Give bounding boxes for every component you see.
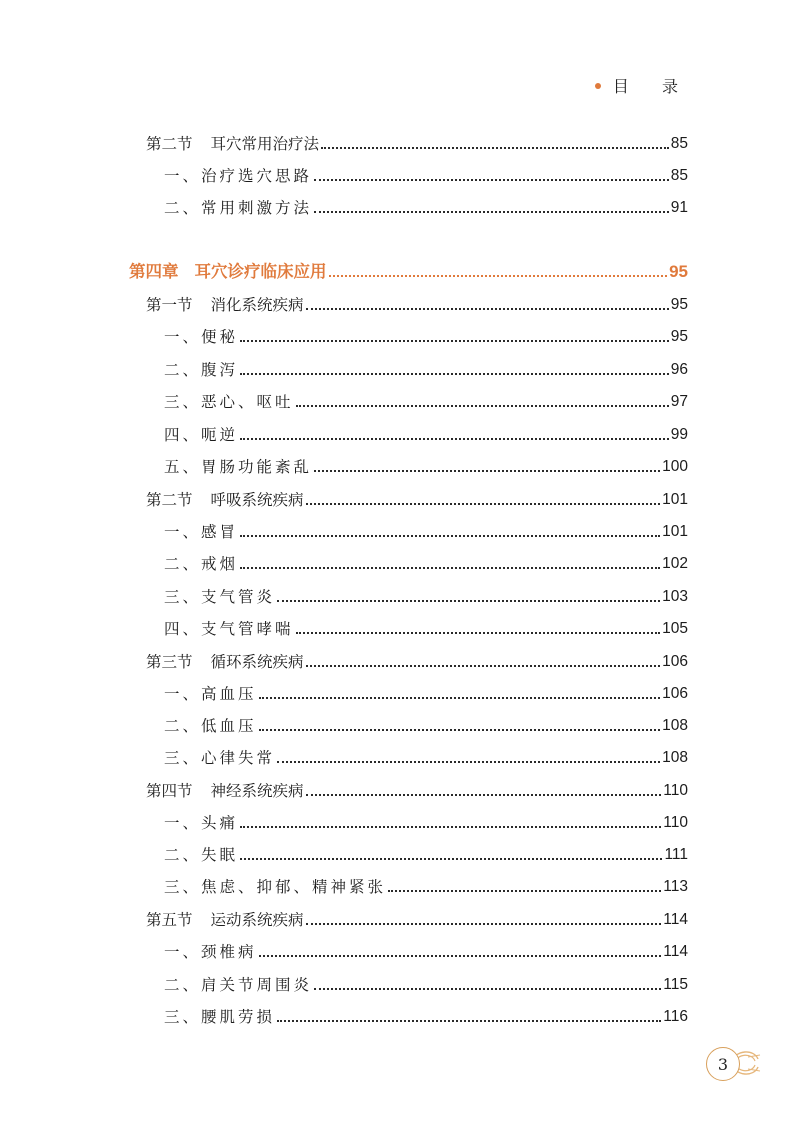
entry-label — [146, 490, 304, 510]
entry-label: 二、肩关节周围炎 — [164, 976, 313, 994]
toc-subentry[interactable] — [164, 938, 688, 962]
entry-label: 一、头痛 — [164, 814, 239, 832]
toc-subentry[interactable] — [164, 680, 688, 704]
dot-leader — [277, 1020, 661, 1022]
toc-subentry[interactable] — [164, 873, 688, 897]
entry-page-number: 85 — [670, 167, 688, 184]
toc-subentry[interactable] — [164, 744, 688, 768]
entry-number: 第四章 — [129, 262, 179, 281]
entry-page-number: 95 — [669, 262, 688, 281]
entry-title: 耳穴常用治疗法 — [210, 135, 320, 153]
dot-leader — [259, 729, 661, 731]
toc-subentry[interactable] — [164, 841, 688, 865]
entry-page-number: 96 — [670, 361, 688, 378]
dot-leader — [314, 211, 669, 213]
dot-leader — [277, 761, 660, 763]
entry-label: 一、高血压 — [164, 685, 257, 703]
entry-number: 第三节 — [146, 653, 193, 671]
entry-page-number: 91 — [670, 199, 688, 216]
toc-subentry[interactable] — [164, 323, 688, 347]
toc-subentry[interactable] — [164, 583, 688, 607]
entry-label — [146, 910, 304, 930]
entry-page-number: 102 — [662, 555, 688, 572]
bullet-dot-icon — [595, 83, 601, 89]
dot-leader — [321, 147, 669, 149]
entry-title: 神经系统疾病 — [210, 782, 304, 800]
entry-label: 二、低血压 — [164, 717, 257, 735]
dot-leader — [240, 535, 660, 537]
dot-leader — [240, 438, 669, 440]
dot-leader — [296, 632, 661, 634]
entry-page-number: 95 — [670, 296, 688, 313]
dot-leader — [388, 890, 661, 892]
entry-label: 二、腹泻 — [164, 361, 239, 379]
dot-leader — [240, 826, 661, 828]
dot-leader — [306, 665, 661, 667]
dot-leader — [259, 955, 662, 957]
toc-subentry[interactable] — [164, 971, 688, 995]
dot-leader — [240, 567, 660, 569]
entry-label: 一、便秘 — [164, 328, 239, 346]
entry-page-number: 110 — [663, 814, 688, 831]
toc-section-entry[interactable] — [146, 486, 688, 510]
dot-leader — [296, 405, 669, 407]
entry-number: 第二节 — [146, 135, 193, 153]
entry-label: 三、心律失常 — [164, 749, 276, 767]
entry-label: 一、治疗选穴思路 — [164, 167, 313, 185]
toc-section-entry[interactable] — [146, 130, 688, 154]
entry-label: 二、戒烟 — [164, 555, 239, 573]
dot-leader — [306, 794, 662, 796]
toc-chapter-entry[interactable] — [129, 258, 688, 282]
entry-page-number: 85 — [670, 135, 688, 152]
entry-page-number: 105 — [662, 620, 688, 637]
dot-leader — [240, 373, 669, 375]
toc-subentry[interactable] — [164, 421, 688, 445]
entry-title: 消化系统疾病 — [210, 296, 304, 314]
toc-subentry[interactable] — [164, 453, 688, 477]
toc-subentry[interactable] — [164, 194, 688, 218]
entry-page-number: 100 — [662, 458, 688, 475]
toc-section-entry[interactable] — [146, 648, 688, 672]
entry-page-number: 108 — [662, 717, 688, 734]
entry-page-number: 106 — [662, 685, 688, 702]
entry-page-number: 97 — [670, 393, 688, 410]
entry-label: 三、支气管炎 — [164, 588, 276, 606]
toc-subentry[interactable] — [164, 356, 688, 380]
entry-page-number: 103 — [662, 588, 688, 605]
toc-subentry[interactable] — [164, 1003, 688, 1027]
dot-leader — [314, 988, 661, 990]
page-number: 3 — [706, 1047, 740, 1081]
entry-page-number: 108 — [662, 749, 688, 766]
entry-title: 运动系统疾病 — [210, 911, 304, 929]
entry-title: 耳穴诊疗临床应用 — [194, 262, 327, 281]
dot-leader — [314, 179, 669, 181]
dot-leader — [240, 858, 662, 860]
dot-leader — [306, 308, 669, 310]
dot-leader — [240, 340, 669, 342]
entry-label — [146, 295, 304, 315]
entry-page-number: 95 — [670, 328, 688, 345]
dot-leader — [306, 503, 661, 505]
dot-leader — [306, 923, 662, 925]
entry-page-number: 114 — [663, 943, 688, 960]
toc-subentry[interactable] — [164, 518, 688, 542]
entry-page-number: 114 — [663, 911, 688, 928]
entry-number: 第二节 — [146, 491, 193, 509]
entry-label: 一、感冒 — [164, 523, 239, 541]
entry-page-number: 116 — [663, 1008, 688, 1025]
entry-label: 五、胃肠功能紊乱 — [164, 458, 313, 476]
entry-label — [146, 781, 304, 801]
toc-section-entry[interactable] — [146, 906, 688, 930]
entry-label: 三、焦虑、抑郁、精神紧张 — [164, 878, 387, 896]
entry-label — [146, 134, 319, 154]
entry-page-number: 113 — [663, 878, 688, 895]
entry-number: 第四节 — [146, 782, 193, 800]
entry-label: 四、呃逆 — [164, 426, 239, 444]
entry-label — [146, 652, 304, 672]
toc-section-entry[interactable] — [146, 291, 688, 315]
toc-subentry[interactable] — [164, 162, 688, 186]
entry-page-number: 101 — [662, 491, 688, 508]
toc-subentry[interactable] — [164, 712, 688, 736]
entry-label: 一、颈椎病 — [164, 943, 257, 961]
toc-section-entry[interactable] — [146, 777, 688, 801]
entry-label — [129, 262, 327, 282]
entry-page-number: 101 — [662, 523, 688, 540]
entry-title: 循环系统疾病 — [210, 653, 304, 671]
toc-subentry[interactable] — [164, 809, 688, 833]
entry-page-number: 115 — [663, 976, 688, 993]
dot-leader — [277, 600, 660, 602]
dot-leader — [314, 470, 660, 472]
entry-number: 第五节 — [146, 911, 193, 929]
entry-number: 第一节 — [146, 296, 193, 314]
entry-title: 呼吸系统疾病 — [210, 491, 304, 509]
entry-label: 三、恶心、呕吐 — [164, 393, 294, 411]
toc-subentry[interactable] — [164, 388, 688, 412]
entry-label: 三、腰肌劳损 — [164, 1008, 276, 1026]
entry-page-number: 110 — [663, 782, 688, 799]
entry-label: 二、常用刺激方法 — [164, 199, 313, 217]
dot-leader — [329, 275, 668, 277]
entry-page-number: 99 — [670, 426, 688, 443]
toc-subentry[interactable] — [164, 550, 688, 574]
dot-leader — [259, 697, 661, 699]
running-header — [595, 74, 692, 97]
toc-subentry[interactable] — [164, 615, 688, 639]
header-title: 目 录 — [612, 77, 692, 96]
entry-page-number: 106 — [662, 653, 688, 670]
entry-label: 二、失眠 — [164, 846, 239, 864]
entry-label: 四、支气管哮喘 — [164, 620, 294, 638]
entry-page-number: 111 — [664, 846, 688, 863]
